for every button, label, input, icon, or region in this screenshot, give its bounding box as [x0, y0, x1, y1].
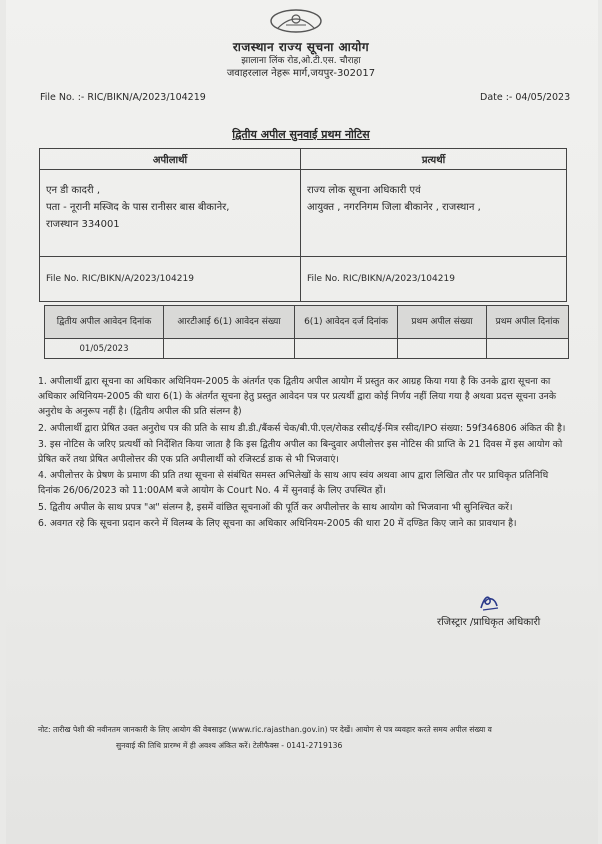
notice-title: द्वितीय अपील सुनवाई प्रथम नोटिस	[232, 128, 370, 141]
footer-line-2: सुनवाई की तिथि प्रारम्भ में ही अवश्य अंकित करें। टेलीफैक्स - 0141-2719136	[116, 741, 343, 750]
appellant-header: अपीलार्थी	[40, 149, 301, 170]
commission-emblem-icon	[268, 8, 324, 34]
appellant-details	[40, 170, 301, 257]
notice-body	[38, 374, 568, 532]
respondent-details	[301, 170, 567, 257]
address-line-2: जवाहरलाल नेहरू मार्ग,जयपुर-302017	[226, 68, 376, 79]
respondent-line: राज्य लोक सूचना अधिकारी एवं	[307, 185, 421, 196]
application-table	[44, 305, 569, 359]
file-number: File No. :- RIC/BIKN/A/2023/104219	[40, 92, 206, 103]
appellant-line: पता - नूरानी मस्जिद के पास रानीसर बास बीकानेर,	[46, 202, 230, 213]
appellant-file-number: File No. RIC/BIKN/A/2023/104219	[40, 257, 301, 302]
address-line-1: झालाना लिंक रोड,ओ.टी.एस. चौराहा	[241, 56, 361, 66]
column-header: प्रथम अपील दिनांक	[487, 306, 569, 339]
respondent-line: आयुक्त , नगरनिगम जिला बीकानेर , राजस्थान ,	[307, 202, 481, 213]
table-cell	[398, 339, 487, 359]
appellant-line: राजस्थान 334001	[46, 219, 120, 230]
footer-note	[38, 722, 564, 754]
paragraph-1: 1. अपीलार्थी द्वारा सूचना का अधिकार अधिनियम-2005 के अंतर्गत एक द्वितीय अपील आयोग में प्रस्तुत कर आग्रह किया गया है कि उनके द्वारा सूचना का अधिकार अधिनियम-2005 की धारा 6(1) के अंतर्गत सूचना हेतु प्रस्तुत आवेदन पत्र पर प्रत्यर्थी द्वारा कोई निर्णय नहीं लिया गया है अथवा प्रदत्त सूचना उनके अनुरोध के अनुरूप नहीं है। (द्वितीय अपील की प्रति संलग्न है)	[38, 376, 556, 418]
table-cell	[295, 339, 398, 359]
signature-mark-icon	[478, 592, 500, 612]
table-cell: 01/05/2023	[45, 339, 164, 359]
appellant-line: एन डी कादरी ,	[46, 185, 100, 196]
column-header: प्रथम अपील संख्या	[398, 306, 487, 339]
paragraph-6: 6. अवगत रहे कि सूचना प्रदान करने में विलम्ब के लिए सूचना का अधिकार अधिनियम-2005 की धारा 20 में दण्डित किए जाने का प्रावधान है।	[38, 517, 517, 529]
table-row	[45, 339, 569, 359]
paragraph-4: 4. अपीलोत्तर के प्रेषण के प्रमाण की प्रति तथा सूचना से संबंधित समस्त अभिलेखों के साथ आप स्वंय अथवा आप द्वारा लिखित तौर पर प्राधिकृत प्रतिनिधि दिनांक 26/06/2023 को 11:00AM बजे आयोग के Court No. 4 में सुनवाई के लिए उपस्थित हों।	[38, 470, 549, 497]
paragraph-3: 3. इस नोटिस के जरिए प्रत्यर्थी को निर्देशित किया जाता है कि इस द्वितीय अपील का बिन्दुवार अपीलोत्तर इस नोटिस की प्राप्ति के 21 दिवस में इस आयोग को प्रेषित करें तथा प्रेषित अपीलोत्तर की एक प्रति अपीलार्थी को रजिस्टर्ड डाक से भी भिजवाएं।	[38, 438, 563, 466]
paragraph-2: 2. अपीलार्थी द्वारा प्रेषित उक्त अनुरोध पत्र की प्रति के साथ डी.डी./बैंकर्स चेक/बी.पी.एल/रोकड रसीद/ई-मित्र रसीद/IPO संख्या: 59f346806 अंकित की है।	[38, 422, 566, 434]
table-cell	[487, 339, 569, 359]
notice-date: Date :- 04/05/2023	[480, 92, 571, 103]
respondent-file-number: File No. RIC/BIKN/A/2023/104219	[301, 257, 567, 302]
signatory-designation: रजिस्ट्रार /प्राधिकृत अधिकारी	[437, 617, 541, 628]
column-header: द्वितीय अपील आवेदन दिनांक	[45, 306, 164, 339]
commission-title: राजस्थान राज्य सूचना आयोग	[232, 40, 370, 54]
parties-table	[39, 148, 567, 302]
footer-line-1: नोट: तारीख पेशी की नवीनतम जानकारी के लिए आयोग की वेबसाइट (www.ric.rajasthan.gov.in) पर देखें। आयोग से पत्र व्यवहार करते समय अपील संख्या व	[38, 725, 492, 734]
column-header: आरटीआई 6(1) आवेदन संख्या	[164, 306, 295, 339]
respondent-header: प्रत्यर्थी	[301, 149, 567, 170]
table-cell	[164, 339, 295, 359]
paragraph-5: 5. द्वितीय अपील के साथ प्रपत्र "अ" संलग्न है, इसमें वांछित सूचनाओं की पूर्ति कर अपीलोत्तर के साथ आयोग को भिजवाना भी सुनिश्चित करें।	[38, 501, 513, 513]
column-header: 6(1) आवेदन दर्ज दिनांक	[295, 306, 398, 339]
